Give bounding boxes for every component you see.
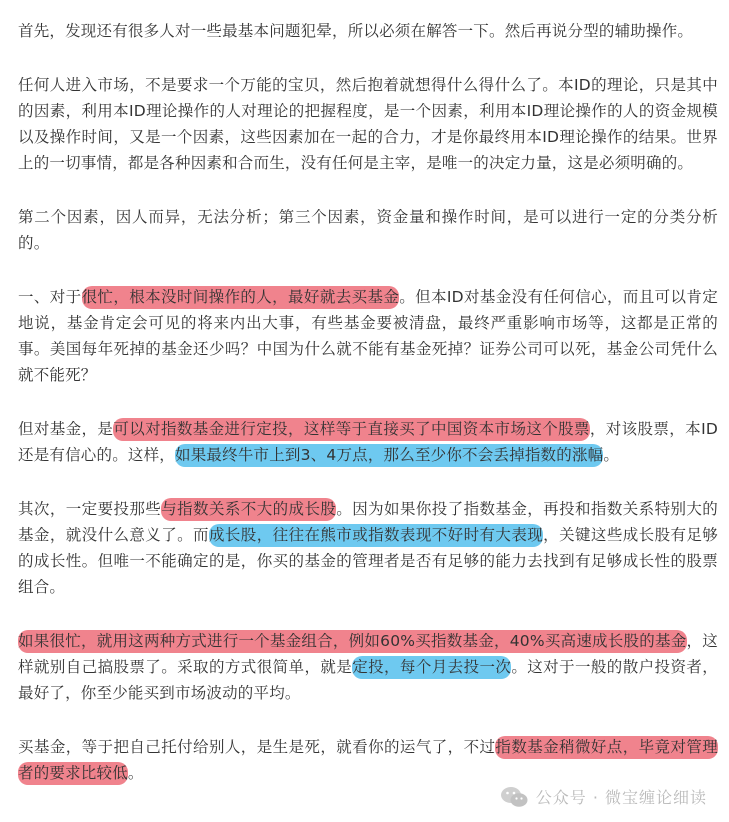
watermark bbox=[500, 785, 707, 808]
article-body bbox=[18, 18, 718, 814]
paragraph bbox=[18, 72, 718, 176]
text-segment: ，关键这些成长股有足够的成长性。但唯一不能确定的是，你买的基金的管理者是否有足够的能力去找到有足够成长性的股票组合。 bbox=[18, 526, 719, 596]
text-segment: 任何人进入市场，不是要求一个万能的宝贝，然后抱着就想得什么得什么了。本ID的理论，只是其中的因素，利用本ID理论操作的人对理论的把握程度，是一个因素，利用本ID理论操作的人的资金规模以及操作时间，又是一个因素，这些因素加在一起的合力，才是你最终用本ID理论操作的结果。世界上的一切事情，都是各种因素和合而生，没有任何是主宰，是唯一的决定力量，这是必须明确的。 bbox=[18, 76, 718, 172]
paragraph bbox=[18, 18, 718, 44]
highlight-red: 很忙，根本没时间操作的人，最好就去买基金 bbox=[82, 286, 400, 309]
text-segment: 第二个因素，因人而异，无法分析；第三个因素，资金量和操作时间，是可以进行一定的分类分析的。 bbox=[18, 208, 718, 252]
paragraph bbox=[18, 204, 718, 256]
wechat-icon bbox=[500, 786, 528, 808]
text-segment: 其次，一定要投那些 bbox=[18, 500, 162, 518]
text-segment: 。这对于一般的散户投资者，最好了，你至少能买到市场波动的平均。 bbox=[18, 658, 718, 702]
text-segment: 买基金，等于把自己托付给别人，是生是死，就看你的运气了，不过 bbox=[18, 738, 496, 756]
text-segment: 首先，发现还有很多人对一些最基本问题犯晕，所以必须在解答一下。然后再说分型的辅助操作。 bbox=[18, 22, 694, 40]
text-segment: 一、对于 bbox=[18, 288, 82, 306]
highlight-blue: 如果最终牛市上到3、4万点，那么至少你不会丢掉指数的涨幅 bbox=[175, 444, 603, 467]
text-segment: 。 bbox=[603, 446, 620, 464]
highlight-red: 指数基金稍微好点，毕竟对管理者的要求比较低 bbox=[18, 736, 718, 785]
text-segment: 。因为如果你投了指数基金，再投和指数关系特别大的基金，就没什么意义了。而 bbox=[18, 500, 719, 544]
text-segment: ，这样就别自己搞股票了。采取的方式很简单，就是 bbox=[18, 632, 718, 676]
highlight-blue: 成长股，往往在熊市或指数表现不好时有大表现 bbox=[209, 524, 543, 547]
paragraph bbox=[18, 284, 718, 388]
paragraph bbox=[18, 628, 718, 706]
paragraph bbox=[18, 416, 718, 468]
highlight-red: 可以对指数基金进行定投，这样等于直接买了中国资本市场这个股票 bbox=[113, 418, 590, 441]
paragraph bbox=[18, 496, 718, 600]
highlight-blue: 定投，每个月去投一次 bbox=[352, 656, 511, 679]
highlight-red: 与指数关系不大的成长股 bbox=[161, 498, 336, 521]
text-segment: 。 bbox=[127, 764, 144, 782]
text-segment: ，对该股票，本ID还是有信心的。这样， bbox=[18, 420, 718, 464]
highlight-red: 如果很忙，就用这两种方式进行一个基金组合，例如60%买指数基金，40%买高速成长股的基金 bbox=[18, 630, 687, 653]
watermark-text: 公众号 · 微宝缠论细读 bbox=[535, 788, 707, 807]
paragraph bbox=[18, 734, 718, 786]
text-segment: 。但本ID对基金没有任何信心，而且可以肯定地说，基金肯定会可见的将来内出大事，有些基金要被清盘，最终严重影响市场等，这都是正常的事。美国每年死掉的基金还少吗？中国为什么就不能有基金死掉？证券公司可以死，基金公司凭什么就不能死？ bbox=[18, 288, 718, 384]
text-segment: 但对基金，是 bbox=[18, 420, 114, 438]
